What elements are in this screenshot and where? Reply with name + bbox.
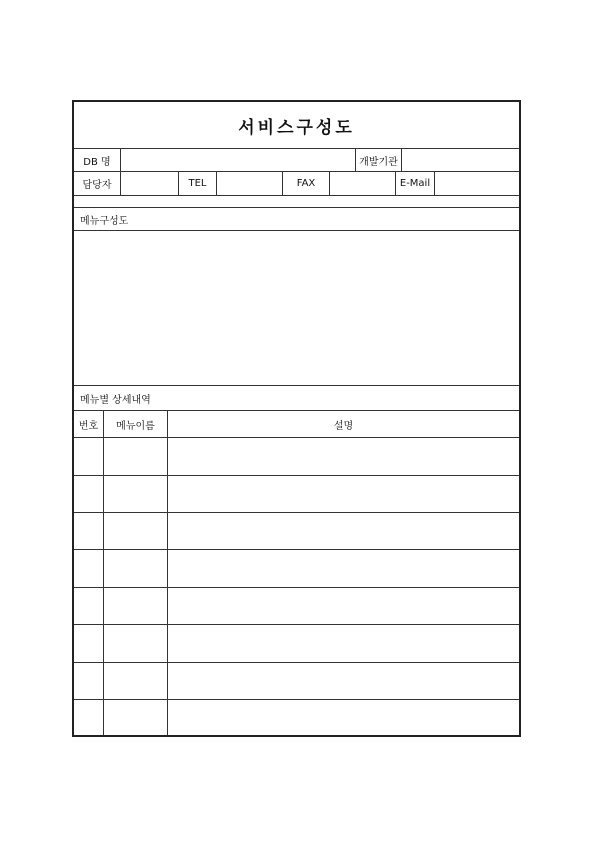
table-row [74, 550, 519, 588]
row-menu-name-cell[interactable] [104, 513, 168, 549]
row-number-cell[interactable] [74, 625, 104, 662]
header-description: 설명 [333, 420, 354, 432]
table-row [74, 700, 519, 735]
row-number-cell[interactable] [74, 588, 104, 624]
row-menu-name-cell[interactable] [104, 700, 168, 735]
header-number: 번호 [74, 411, 104, 437]
fax-field[interactable] [330, 172, 396, 195]
form-title: 서비스구성도 [238, 117, 355, 138]
dev-org-field[interactable] [402, 149, 519, 171]
spacer-band [74, 196, 519, 208]
row-menu-name-cell[interactable] [104, 550, 168, 587]
contact-info-row [74, 172, 519, 196]
row-number-cell[interactable] [74, 700, 104, 735]
manager-label: 담당자 [74, 172, 121, 195]
db-name-field[interactable] [121, 149, 356, 171]
menu-structure-header [74, 208, 519, 231]
detail-table-header [74, 411, 519, 438]
table-row [74, 438, 519, 476]
fax-label: FAX [283, 172, 330, 195]
row-number-cell[interactable] [74, 476, 104, 512]
row-menu-name-cell[interactable] [104, 625, 168, 662]
row-description-cell[interactable] [168, 550, 519, 587]
row-number-cell[interactable] [74, 550, 104, 587]
service-structure-form [72, 100, 521, 737]
row-menu-name-cell[interactable] [104, 476, 168, 512]
row-menu-name-cell[interactable] [104, 438, 168, 475]
db-info-row [74, 149, 519, 172]
email-field[interactable] [435, 172, 519, 195]
row-number-cell[interactable] [74, 438, 104, 475]
row-description-cell[interactable] [168, 663, 519, 699]
tel-label: TEL [179, 172, 217, 195]
row-number-cell[interactable] [74, 513, 104, 549]
row-description-cell[interactable] [168, 476, 519, 512]
menu-structure-label: 메뉴구성도 [80, 215, 129, 227]
row-description-cell[interactable] [168, 588, 519, 624]
table-row [74, 588, 519, 625]
table-row [74, 513, 519, 550]
menu-detail-label: 메뉴별 상세내역 [80, 394, 151, 406]
row-description-cell[interactable] [168, 625, 519, 662]
row-menu-name-cell[interactable] [104, 588, 168, 624]
menu-structure-area[interactable] [74, 231, 519, 386]
db-name-label: DB 명 [74, 149, 121, 171]
row-description-cell[interactable] [168, 438, 519, 475]
manager-field[interactable] [121, 172, 179, 195]
table-row [74, 476, 519, 513]
table-row [74, 625, 519, 663]
form-title-row [74, 102, 519, 149]
tel-field[interactable] [217, 172, 283, 195]
row-description-cell[interactable] [168, 700, 519, 735]
row-description-cell[interactable] [168, 513, 519, 549]
row-number-cell[interactable] [74, 663, 104, 699]
header-menu-name: 메뉴이름 [104, 411, 168, 437]
row-menu-name-cell[interactable] [104, 663, 168, 699]
menu-detail-header [74, 386, 519, 411]
email-label: E-Mail [396, 172, 435, 195]
table-row [74, 663, 519, 700]
dev-org-label: 개발기관 [356, 149, 402, 171]
